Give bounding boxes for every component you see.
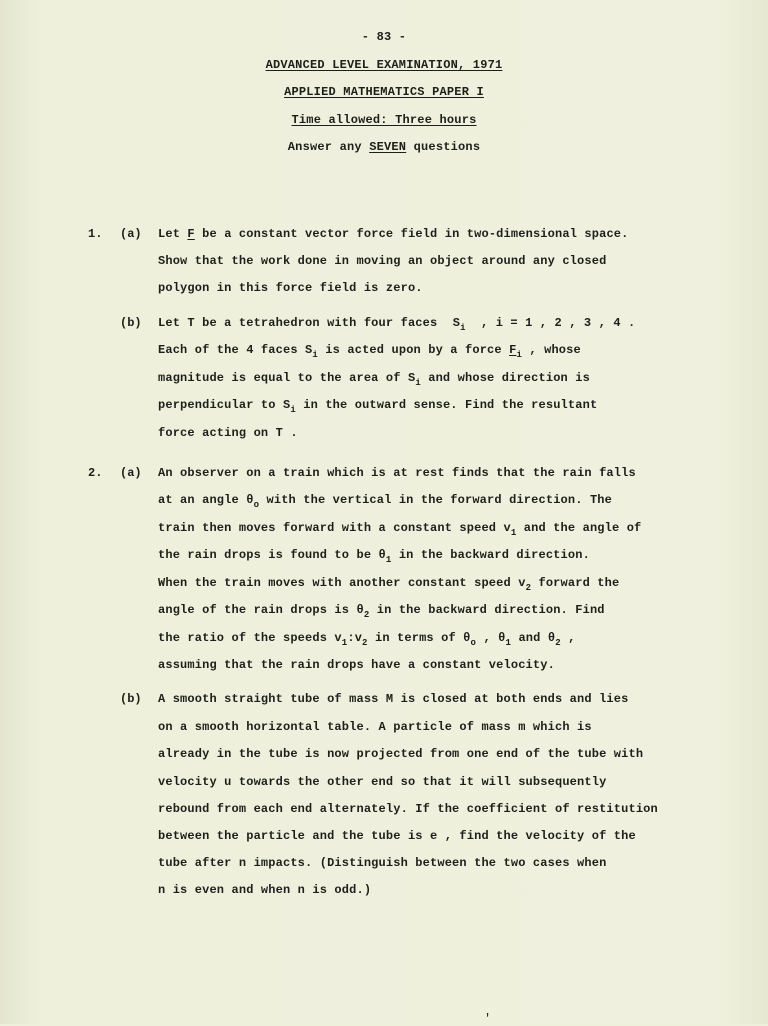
q2b-line-8: n is even and when n is odd.) (158, 883, 372, 897)
q2a-line-7 (158, 631, 576, 648)
q1b-text: Let T be a tetrahedron with four faces (158, 316, 438, 330)
q1b-text: , whose (529, 343, 581, 357)
q1b-text: Each of the 4 faces (158, 343, 298, 357)
face-symbol: S (282, 398, 291, 412)
subscript: 2 (363, 610, 370, 620)
q1a-text: be a constant vector force field in two-dimensional space. (202, 227, 629, 241)
q1b-text: is acted upon by a force (325, 343, 502, 357)
q2a-text: in the backward direction. (398, 548, 590, 562)
question-1a-label: (a) (120, 227, 142, 241)
q2b-line-4: velocity u towards the other end so that it will subsequently (158, 775, 607, 789)
time-allowed: Time allowed: Three hours (291, 113, 477, 127)
question-1-number: 1. (88, 227, 103, 241)
q2a-text: , θ (483, 631, 506, 645)
q2a-line-6 (158, 603, 605, 620)
subscript: i (415, 378, 421, 388)
instructions-emphasis: SEVEN (369, 140, 407, 154)
question-2-number: 2. (88, 466, 103, 480)
q2a-line-5 (158, 576, 620, 593)
subscript: o (253, 500, 260, 510)
subscript: 2 (525, 583, 532, 593)
subscript: 1 (341, 638, 348, 648)
subscript: i (290, 405, 296, 415)
q1b-text: , i = 1 , 2 , 3 , 4 . (481, 316, 636, 330)
q2a-text: in terms of θ (374, 631, 471, 645)
q2a-line-2 (158, 493, 613, 510)
q2a-text: in the backward direction. Find (376, 603, 605, 617)
instructions-prefix: Answer any (287, 140, 362, 154)
q1b-text: magnitude is equal to the area of (158, 371, 401, 385)
q1a-line-3: polygon in this force field is zero. (158, 281, 423, 295)
q2a-text: and the angle of (523, 521, 642, 535)
q1b-text: perpendicular to (158, 398, 276, 412)
subscript: o (470, 638, 477, 648)
exam-title: ADVANCED LEVEL EXAMINATION, 1971 (265, 58, 503, 72)
q1a-line-2: Show that the work done in moving an object around any closed (158, 254, 607, 268)
subscript: i (516, 350, 523, 360)
q1a-line-1 (158, 227, 629, 241)
q2b-line-7: tube after n impacts. (Distinguish between the two cases when (158, 856, 607, 870)
subscript: i (312, 350, 318, 360)
q2a-text: When the train moves with another constant speed v (158, 576, 526, 590)
instructions-suffix: questions (413, 140, 481, 154)
subscript: 2 (362, 638, 368, 648)
paper-title: APPLIED MATHEMATICS PAPER I (284, 85, 484, 99)
face-symbol: S (407, 371, 416, 385)
q1b-line-1 (158, 316, 636, 333)
subscript: 2 (555, 638, 561, 648)
question-1b-label: (b) (120, 316, 142, 330)
q2a-text: , (568, 631, 576, 645)
question-2a-label: (a) (120, 466, 142, 480)
q2a-text: angle of the rain drops is θ (158, 603, 364, 617)
face-symbol: S (452, 316, 461, 330)
q2a-line-3 (158, 521, 642, 538)
q2a-text: forward the (538, 576, 620, 590)
q2a-text: :v (347, 631, 363, 645)
face-symbol: S (305, 343, 313, 357)
q2a-line-4 (158, 548, 590, 565)
force-field-variable: F (187, 227, 195, 241)
q2a-text: at an angle θ (158, 493, 254, 507)
q2b-line-1: A smooth straight tube of mass M is closed at both ends and lies (158, 692, 629, 706)
q2b-line-2: on a smooth horizontal table. A particle of mass m which is (158, 720, 592, 734)
q2b-line-6: between the particle and the tube is e , find the velocity of the (158, 829, 636, 843)
q2a-text: the rain drops is found to be θ (158, 548, 386, 562)
q1b-line-4 (158, 398, 598, 415)
q1b-line-3 (158, 371, 590, 388)
question-2b-label: (b) (120, 692, 142, 706)
q2a-line-8: assuming that the rain drops have a constant velocity. (158, 658, 555, 672)
q2a-text: and θ (518, 631, 556, 645)
subscript: 1 (385, 555, 392, 565)
q2a-text: the ratio of the speeds v (158, 631, 342, 645)
subscript: 1 (510, 528, 517, 538)
page-number: - 83 - (361, 30, 407, 44)
q2b-line-5: rebound from each end alternately. If the coefficient of restitution (158, 802, 658, 816)
subscript: i (460, 323, 466, 333)
instructions (0, 140, 768, 154)
q1b-text: in the outward sense. Find the resultant (303, 398, 598, 412)
q1b-text: and whose direction is (428, 371, 590, 385)
q2a-text: train then moves forward with a constant speed v (158, 521, 511, 535)
q1b-line-5: force acting on T . (158, 426, 298, 440)
subscript: 1 (505, 638, 512, 648)
page-mark: ' (484, 1012, 492, 1026)
q1b-line-2 (158, 343, 581, 360)
q1a-text: Let (158, 227, 181, 241)
q2a-line-1: An observer on a train which is at rest finds that the rain falls (158, 466, 636, 480)
q2a-text: with the vertical in the forward direction. The (266, 493, 613, 507)
force-symbol: F (509, 343, 517, 357)
q2b-line-3: already in the tube is now projected from one end of the tube with (158, 747, 644, 761)
